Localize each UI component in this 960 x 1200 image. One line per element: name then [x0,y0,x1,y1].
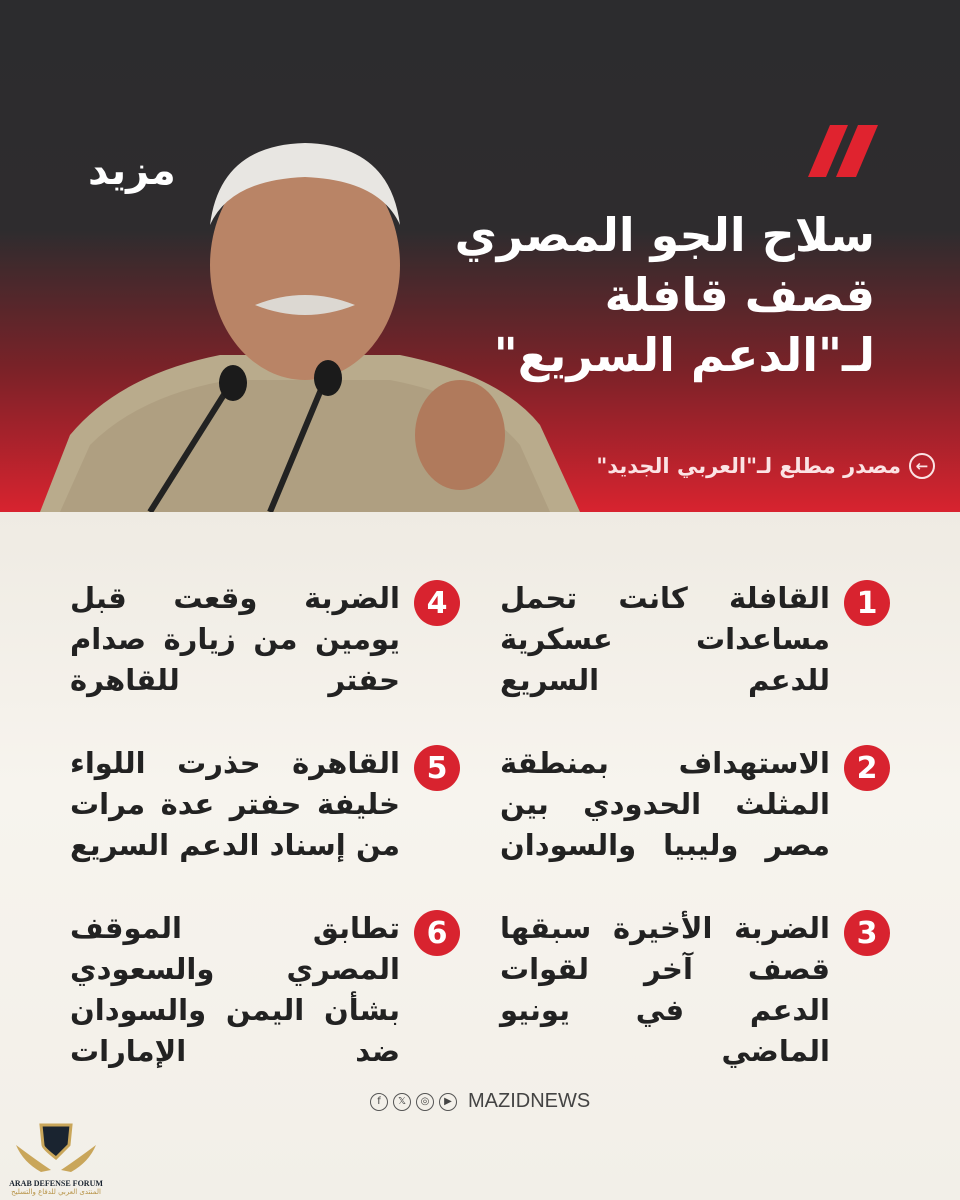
item-number: 5 [414,745,460,791]
list-item [70,578,460,701]
item-number: 6 [414,910,460,956]
x-icon[interactable]: 𝕏 [393,1093,411,1111]
shield-wings-icon [11,1120,101,1175]
item-number: 3 [844,910,890,956]
watermark-en: ARAB DEFENSE FORUM [9,1179,103,1188]
source-line [596,453,935,479]
item-number: 1 [844,580,890,626]
item-text: الضربة الأخيرة سبقها قصف آخر لقوات الدعم في يونيو الماضي [500,911,830,1068]
item-number: 4 [414,580,460,626]
social-bar [370,1090,590,1113]
headline-line: لـ"الدعم السريع" [493,328,875,382]
item-text: القاهرة حذرت اللواء خليفة حفتر عدة مرات من إسناد الدعم السريع [70,746,400,862]
social-handle: MAZIDNEWS [468,1090,591,1112]
list-item [500,578,890,701]
item-text: الضربة وقعت قبل يومين من زيارة صدام حفتر للقاهرة [70,581,400,697]
youtube-icon[interactable]: ▶ [439,1093,457,1111]
brand-logo: مزيد [88,148,176,194]
instagram-icon[interactable]: ◎ [416,1093,434,1111]
headline-line: سلاح الجو المصري [454,208,875,262]
arrow-left-circle-icon: ← [909,453,935,479]
list-item [70,743,460,866]
facebook-icon[interactable]: f [370,1093,388,1111]
watermark-ar: المنتدى العربي للدفاع والتسليح [11,1188,101,1196]
item-number: 2 [844,745,890,791]
watermark-logo [6,1120,106,1196]
source-text: مصدر مطلع لـ"العربي الجديد" [596,454,901,478]
item-text: تطابق الموقف المصري والسعودي بشأن اليمن والسودان ضد الإمارات [70,911,400,1068]
item-text: القافلة كانت تحمل مساعدات عسكرية للدعم السريع [500,581,830,697]
list-item [500,743,890,866]
list-item [500,908,890,1072]
headline [455,205,875,385]
headline-line: قصف قافلة [604,268,875,322]
list-item [70,908,460,1072]
item-text: الاستهداف بمنطقة المثلث الحدودي بين مصر وليبيا والسودان [500,746,830,862]
brand-slashes-logo [808,125,878,177]
